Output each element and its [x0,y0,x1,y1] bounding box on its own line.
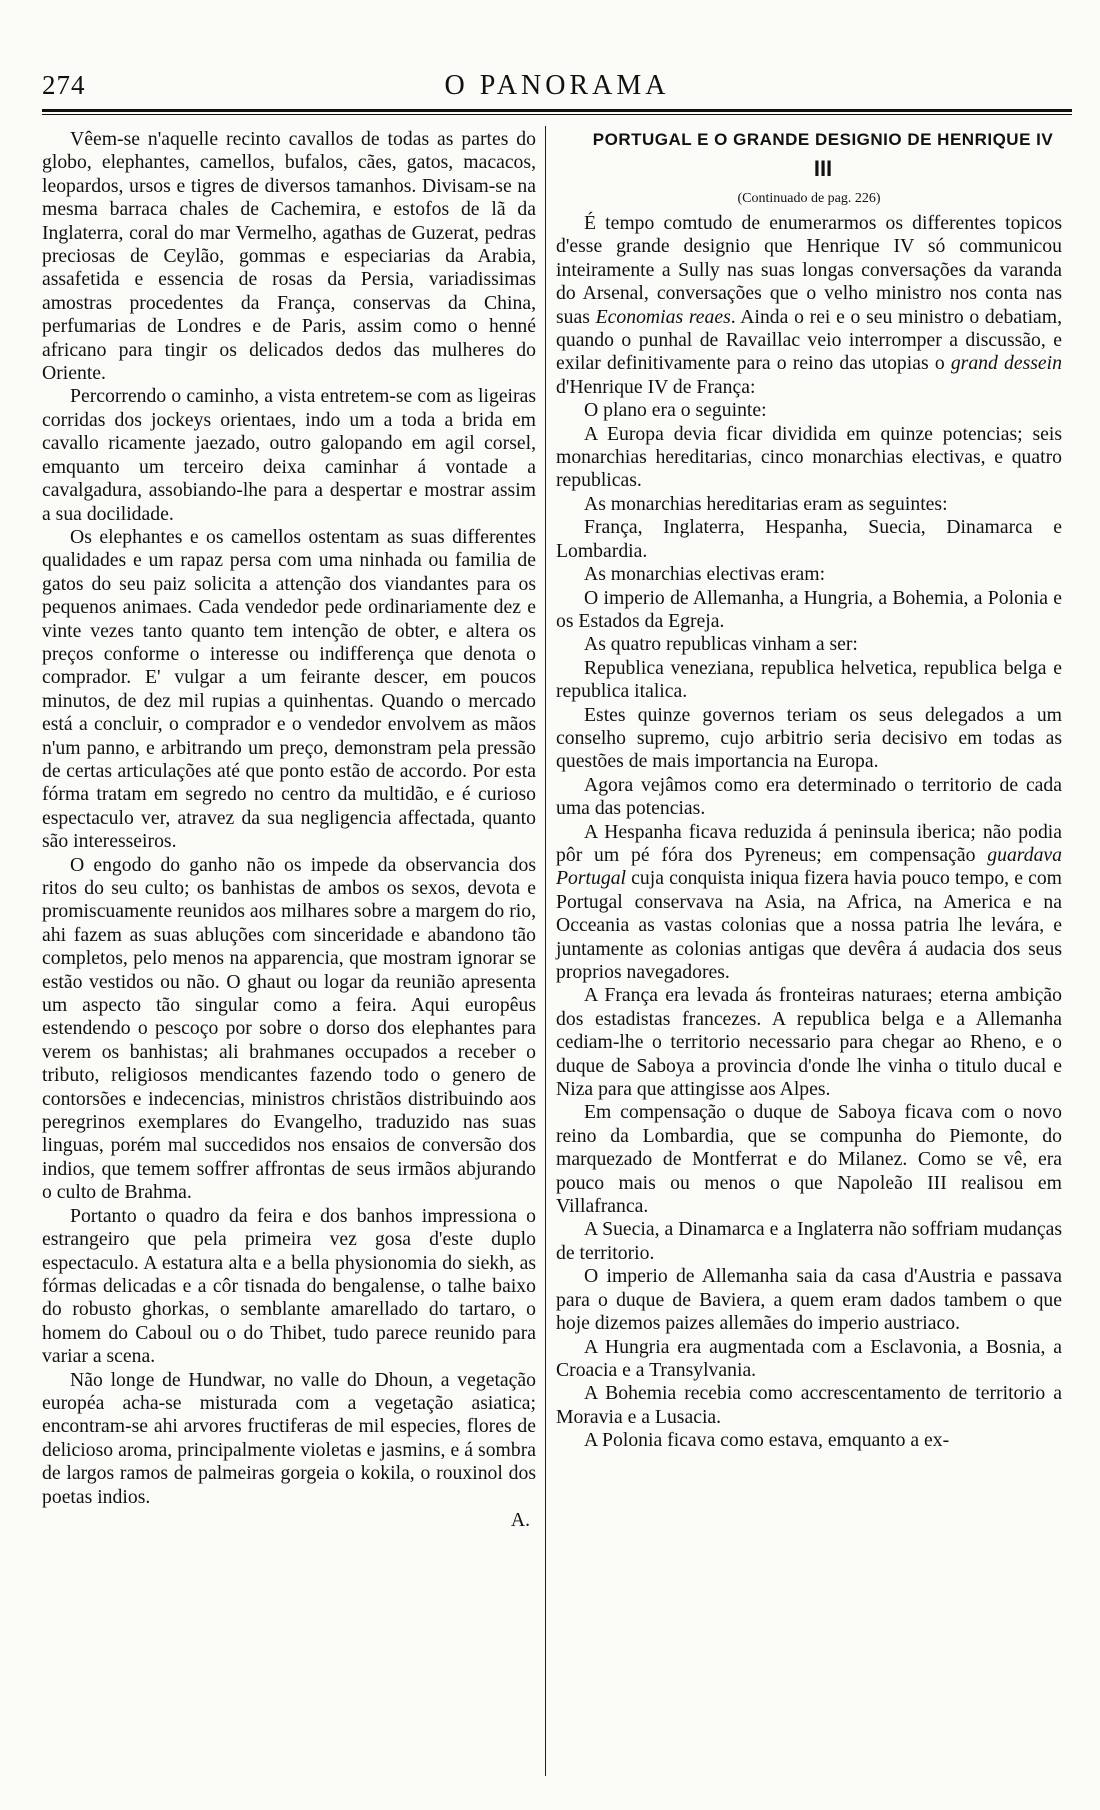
column-divider [545,126,546,1776]
paragraph: Republica veneziana, republica helvetica, republica belga e republica italica. [556,656,1062,703]
signature: A. [510,1508,530,1531]
paragraph: Os elephantes e os camellos ostentam as suas differentes qualidades e um rapaz persa com uma ninhada ou familia de gatos do seu paiz solicita a attenção dos viandantes para os pequenos animaes. Cada vendedor pede ordinariamente dez e vinte vezes tanto quanto tem intenção de obter, e altera os preços conforme o interesse ou indifferença que denota o comprador. E' vulgar a um feirante descer, em poucos minutos, de dez mil rupias a quinhentas. Quando o mercado está a concluir, o comprador e o vendedor envolvem as mãos n'um panno, e arbitrando um preço, demonstram pela pressão de certas articulações até que ponto estão de accordo. Por esta fórma tratam em segredo no centro da multidão, e é curioso espectaculo ver, atravez da sua negligencia affectada, quanto são interesseiros. [42,525,536,853]
paragraph: A Suecia, a Dinamarca e a Inglaterra não soffriam mudanças de territorio. [556,1218,1062,1264]
paragraph: França, Inglaterra, Hespanha, Suecia, Dinamarca e Lombardia. [556,516,1062,562]
right-column [556,128,1062,1453]
paragraph: As quatro republicas vinham a ser: [584,633,858,656]
paragraph: As monarchias electivas eram: [584,563,826,586]
paragraph: Percorrendo o caminho, a vista entretem-se com as ligeiras corridas dos jockeys orientaes, indo um a toda a brida em cavallo ricamente jaezado, outro galopando em agil corsel, emquanto um terceiro deixa caminhar á vontade a cavalgadura, assobiando-lhe para a despertar e mostrar assim a sua docilidade. [42,385,536,525]
paragraph: O imperio de Allemanha saia da casa d'Austria e passava para o duque de Baviera, a quem eram dados tambem o que hoje dizemos paizes allemães do imperio austriaco. [556,1265,1062,1335]
article-part-number: III [813,156,833,181]
paragraph: Em compensação o duque de Saboya ficava com o novo reino da Lombardia, que se compunha do Piemonte, do marquezado de Montferrat e do Milanez. Como se vê, era pouco mais ou menos o que Napoleão III realisou em Villafranca. [556,1101,1062,1218]
paragraph: As monarchias hereditarias eram as seguintes: [584,492,948,515]
paragraph: O plano era o seguinte: [584,399,767,422]
italic-title: Economias reaes [595,305,731,328]
paragraph: O imperio de Allemanha, a Hungria, a Bohemia, a Polonia e os Estados da Egreja. [556,586,1062,632]
page-number: 274 [42,70,86,100]
paragraph: Portanto o quadro da feira e dos banhos impressiona o estrangeiro que pela primeira vez gosa d'este duplo espectaculo. A estatura alta e a bella physionomia do siekh, as fórmas delicadas e a côr tisnada do bengalense, o talhe baixo do robusto ghorkas, o semblante amarellado do tartaro, o homem do Caboul ou o do Thibet, tudo parece reunido para variar a scena. [42,1204,536,1368]
italic-phrase: grand dessein [950,352,1062,375]
paragraph: A Europa devia ficar dividida em quinze potencias; seis monarchias hereditarias, cinco monarchias electivas, e quatro republicas. [556,422,1062,492]
paragraph: Estes quinze governos teriam os seus delegados a um conselho supremo, cujo arbitrio seria decisivo em todas as questões de mais importancia na Europa. [556,703,1062,773]
left-column [42,128,536,1532]
paragraph: É tempo comtudo de enumerarmos os differentes topicos d'esse grande designio que Henrique IV só communicou inteiramente a Sully nas suas longas conversações da varanda do Arsenal, conversações que o velho ministro nos conta nas suas Economias reaes. Ainda o rei e o seu ministro o debatiam, quando o punhal de Ravaillac veio interromper a discussão, e exilar definitivamente para o reino das utopias o grand dessein d'Henrique IV de França: [556,212,1063,398]
article-title: PORTUGAL E O GRANDE DESIGNIO DE HENRIQUE IV [592,130,1054,149]
paragraph: A Hungria era augmentada com a Esclavonia, a Bosnia, a Croacia e a Transylvania. [556,1335,1062,1381]
paragraph: Vêem-se n'aquelle recinto cavallos de todas as partes do globo, elephantes, camellos, bufalos, cães, gatos, macacos, leopardos, ursos e tigres de diversos tamanhos. Divisam-se na mesma barraca chales de Cachemira, e estofos de lã da Inglaterra, coral do mar Vermelho, agathas de Guzerat, pedras preciosas de Ceylão, gommas e especiarias da Arabia, assafetida e essencia de rosas da Persia, variadissimas amostras procedentes da França, conservas da China, perfumarias de Londres e de Paris, assim como o henné africano para tingir os delicados dedos das mulheres do Oriente. [42,128,536,385]
paragraph: Agora vejâmos como era determinado o territorio de cada uma das potencias. [556,773,1062,820]
running-title: O PANORAMA [444,70,670,101]
italic-phrase: guardava Portugal [556,843,1062,890]
paragraph: O engodo do ganho não os impede da observancia dos ritos do seu culto; os banhistas de ambos os sexos, devota e promiscuamente reunidos aos milhares sobre a margem do rio, ahi fazem as suas abluções com sinceridade e abandono tão completos, pelo menos na apparencia, que mostram ignorar se estão vestidos ou não. O ghaut ou logar da reunião apresenta um aspecto tão singular como a feira. Aqui europêus estendendo o pescoço por sobre o dorso dos elephantes para verem os banhistas; ali brahmanes occupados a receber o tributo, religiosos mendicantes fazendo todo o genero de contorsões e indecencias, ministros christãos distribuindo aos peregrinos exemplares do Evangelho, traduzido nas suas linguas, porém mal succedidos nos ensaios de conversão dos indios, que temem soffrer affrontas de seus irmãos abjurando o culto de Brahma. [42,853,536,1204]
continued-note: (Continuado de pag. 226) [737,191,881,206]
paragraph: A Hespanha ficava reduzida á peninsula iberica; não podia pôr um pé fóra dos Pyreneus; em compensação guardava Portugal cuja conquista iniqua fizera havia pouco tempo, e com Portugal conservava na Asia, na Africa, na America e na Occeania as vastas colonias que a nossa patria lhe levára, e juntamente as colonias antigas que devêra á audacia dos seus proprios navegadores. [556,820,1062,983]
paragraph: A Bohemia recebia como accrescentamento de territorio a Moravia e a Lusacia. [556,1382,1062,1428]
header-rule [42,109,1072,112]
paragraph: A França era levada ás fronteiras naturaes; eterna ambição dos estadistas francezes. A republica belga e a Allemanha cediam-lhe o territorio necessario para chegar ao Rheno, e o duque de Saboya a provincia d'onde lhe vinha o titulo ducal e Niza para que attingisse aos Alpes. [556,984,1062,1101]
paragraph: A Polonia ficava como estava, emquanto a ex- [584,1429,950,1452]
header-rule-thin [42,114,1072,115]
paragraph: Não longe de Hundwar, no valle do Dhoun, a vegetação européa acha-se misturada com a vegetação asiatica; encontram-se ahi arvores fructiferas de mil especies, flores de delicioso aroma, principalmente violetas e jasmins, e á sombra de largos ramos de palmeiras gorgeia o kokila, o rouxinol dos poetas indios. [42,1368,536,1508]
